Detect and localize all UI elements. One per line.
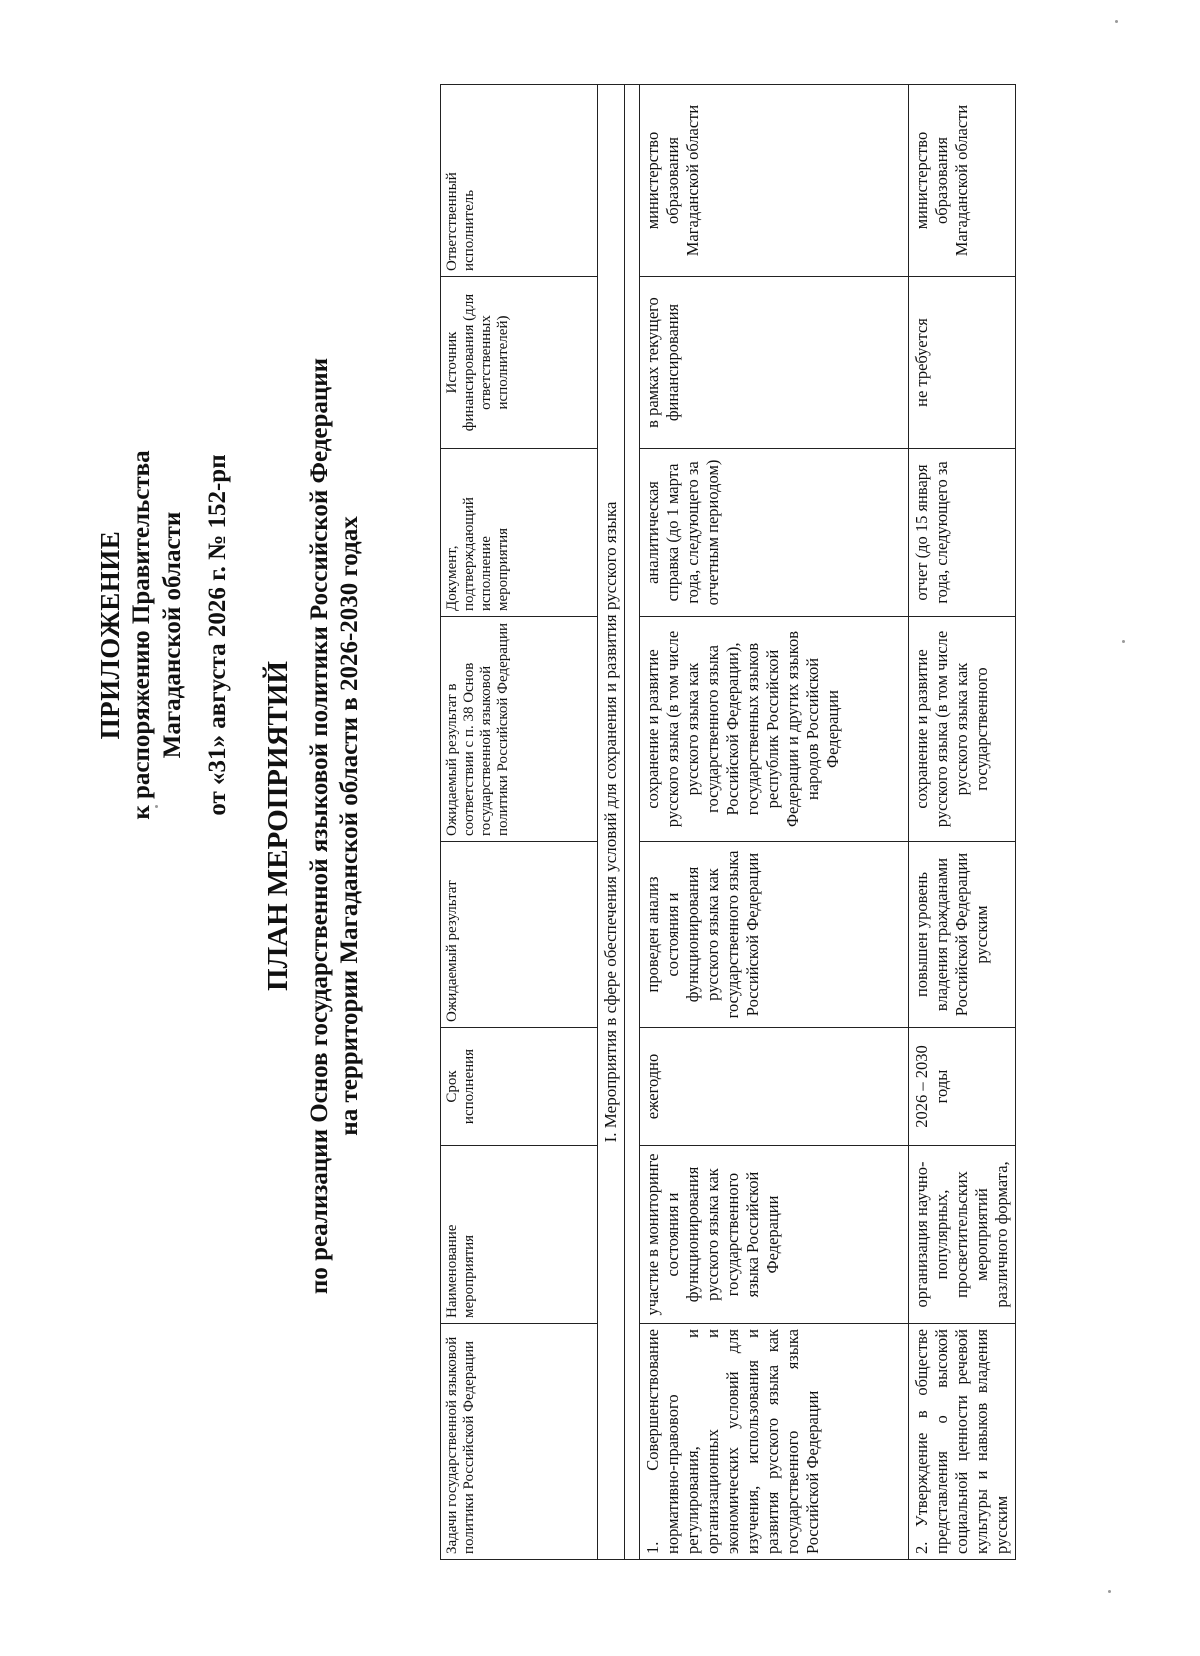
cell-name: участие в мониторинге состояния и функционирования русского языка как государственного языка Российской Федерации: [640, 1146, 909, 1324]
cell-executor: министерство образования Магаданской области: [640, 85, 909, 277]
cell-term: 2026 – 2030 годы: [909, 1028, 1016, 1146]
cell-name: организация научно-популярных, просветительских мероприятий различного формата,: [909, 1146, 1016, 1324]
scan-speck: [1122, 640, 1125, 643]
table-row: [909, 85, 1016, 1560]
scan-speck: [1115, 20, 1118, 23]
plan-heading: [262, 106, 365, 1546]
appendix-title: ПРИЛОЖЕНИЕ: [95, 530, 125, 740]
cell-term: ежегодно: [640, 1028, 909, 1146]
cell-document: аналитическая справка (до 1 марта года, следующего за отчетным периодом): [640, 449, 909, 617]
plan-title: ПЛАН МЕРОПРИЯТИЙ: [262, 661, 294, 991]
cell-result-38: сохранение и развитие русского языка (в том числе русского языка как государственного языка Российской Федерации), государственных языков республик Российской Федерации и других языков народов Российской Федерации: [640, 617, 909, 842]
header-result: Ожидаемый результат: [441, 842, 598, 1028]
spacer-row: [625, 85, 640, 1560]
measures-table: [440, 84, 1016, 1560]
appendix-block: [95, 355, 232, 915]
table-row: [640, 85, 909, 1560]
header-task: Задачи государственной языковой политики Российской Федерации: [441, 1324, 598, 1560]
scan-speck: [1108, 1590, 1111, 1593]
header-document: Документ, подтверждающий исполнение мероприятия: [441, 449, 598, 617]
header-finance: Источник финансирования (для ответственных исполнителей): [441, 277, 598, 449]
appendix-line-2: Магаданской области: [159, 511, 186, 759]
plan-subtitle-2: на территории Магаданской области в 2026-2030 годах: [336, 516, 363, 1136]
plan-subtitle-1: по реализации Основ государственной языковой политики Российской Федерации: [306, 357, 333, 1295]
cell-finance: не требуется: [909, 277, 1016, 449]
appendix-line-1: к распоряжению Правительства: [128, 450, 155, 820]
header-executor: Ответственный исполнитель: [441, 85, 598, 277]
section-row: [598, 85, 625, 1560]
section-title: I. Мероприятия в сфере обеспечения условий для сохранения и развития русского языка: [598, 85, 625, 1560]
appendix-date: от «31» августа 2026 г. № 152-рп: [204, 454, 231, 816]
header-result-38: Ожидаемый результат в соответствии с п. 38 Основ государственной языковой политики Российской Федерации: [441, 617, 598, 842]
cell-document: отчет (до 15 января года, следующего за: [909, 449, 1016, 617]
cell-task: 2. Утверждение в обществе представления о высокой социальной ценности речевой культуры и навыков владения русским: [909, 1324, 1016, 1560]
cell-finance: в рамках текущего финансирования: [640, 277, 909, 449]
cell-executor: министерство образования Магаданской области: [909, 85, 1016, 277]
spacer-cell: [625, 85, 640, 1560]
cell-result: проведен анализ состояния и функционирования русского языка как государственного языка Российской Федерации: [640, 842, 909, 1028]
table-header-row: [441, 85, 598, 1560]
cell-task: 1. Совершенствование нормативно-правового регулирования, и организационных и экономических условий для изучения, использования и развития русского языка как государственного языка Российской Федерации: [640, 1324, 909, 1560]
cell-result-38: сохранение и развитие русского языка (в том числе русского языка как государственного: [909, 617, 1016, 842]
header-term: Срок исполнения: [441, 1028, 598, 1146]
cell-result: повышен уровень владения гражданами Российской Федерации русским: [909, 842, 1016, 1028]
header-name: Наименование мероприятия: [441, 1146, 598, 1324]
scan-speck: [155, 805, 158, 808]
